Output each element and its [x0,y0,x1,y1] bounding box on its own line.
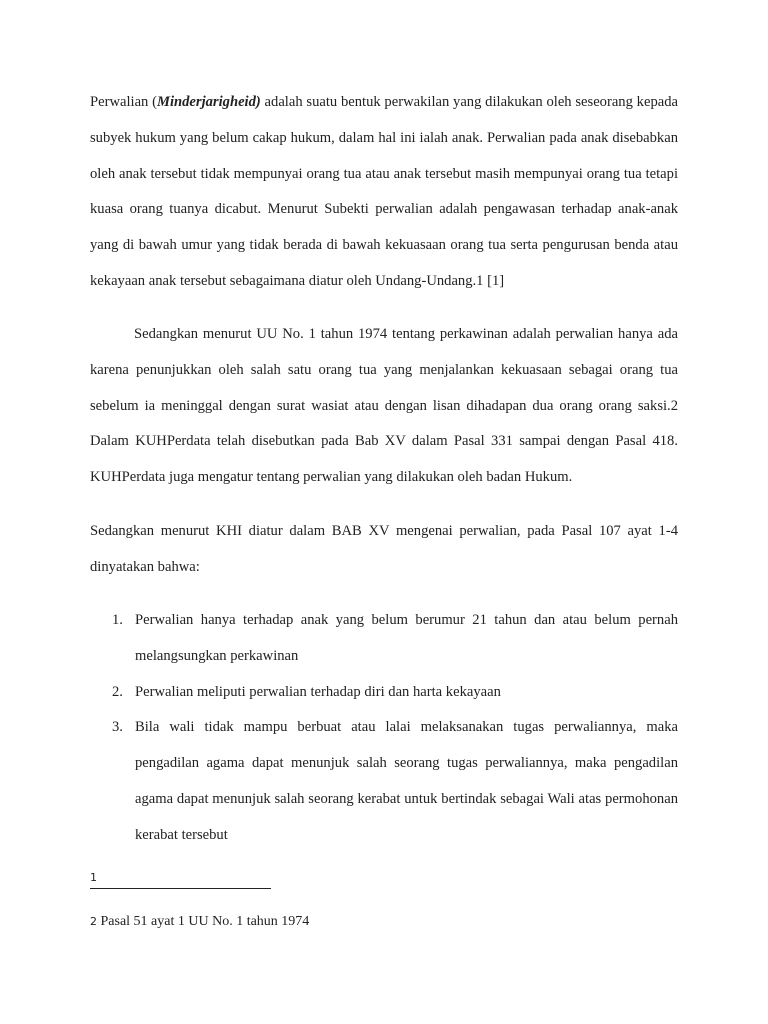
list-item [90,675,678,711]
footnote-2 [90,913,309,931]
paragraph-khi: Sedangkan menurut KHI diatur dalam BAB XV mengenai perwalian, pada Pasal 107 ayat 1-4 dinyatakan bahwa: [90,523,678,575]
paragraph-text-rest: adalah suatu bentuk perwakilan yang dilakukan oleh seseorang kepada subyek hukum yang belum cakap hukum, dalam hal ini ialah anak. Perwalian pada anak disebabkan oleh anak tersebut tidak mempunyai orang tua atau anak tersebut masih mempunyai orang tua tetapi kuasa orang tuanya dicabut. Menurut Subekti perwalian adalah pengawasan terhadap anak-anak yang di bawah umur yang tidak berada di bawah kekuasaan orang tua serta pengurusan benda atau kekayaan anak tersebut sebagaimana diatur oleh Undang-Undang.1 [1] [90,94,678,289]
paragraph-uu-1974: Sedangkan menurut UU No. 1 tahun 1974 tentang perkawinan adalah perwalian hanya ada karena penunjukkan oleh salah satu orang tua yang menjalankan kekuasaan sebagai orang tua sebelum ia meninggal dengan surat wasiat atau dengan lisan dihadapan dua orang orang saksi.2 Dalam KUHPerdata telah disebutkan pada Bab XV dalam Pasal 331 sampai dengan Pasal 418. KUHPerdata juga mengatur tentang perwalian yang dilakukan oleh badan Hukum. [90,326,678,486]
footnote-1 [90,869,97,887]
list-item-number: 1. [112,612,123,628]
footnote-separator [90,888,271,889]
footnote-number: 1 [90,871,97,884]
term-minderjarigheid: Minderjarigheid) [156,94,261,110]
list-item-text: Bila wali tidak mampu berbuat atau lalai melaksanakan tugas perwaliannya, maka pengadilan agama dapat menunjuk salah seorang tugas perwaliannya, maka pengadilan agama dapat menunjuk salah seorang kerabat untuk bertindak sebagai Wali atas permohonan kerabat tersebut [135,719,678,843]
list-item-number: 2. [112,683,123,700]
list-item-text: Perwalian hanya terhadap anak yang belum berumur 21 tahun dan atau belum pernah melangsungkan perkawinan [135,612,678,664]
footnote-number: 2 [90,915,97,928]
paragraph-text-start: Perwalian ( [90,94,157,110]
paragraph-perwalian-definition [90,85,678,300]
footnote-text: Pasal 51 ayat 1 UU No. 1 tahun 1974 [100,914,310,929]
list-item [90,603,678,675]
list-item-number: 3. [112,719,123,736]
list-item-text: Perwalian meliputi perwalian terhadap diri dan harta kekayaan [135,683,501,700]
list-item [90,710,678,853]
khi-article-list [90,603,678,854]
